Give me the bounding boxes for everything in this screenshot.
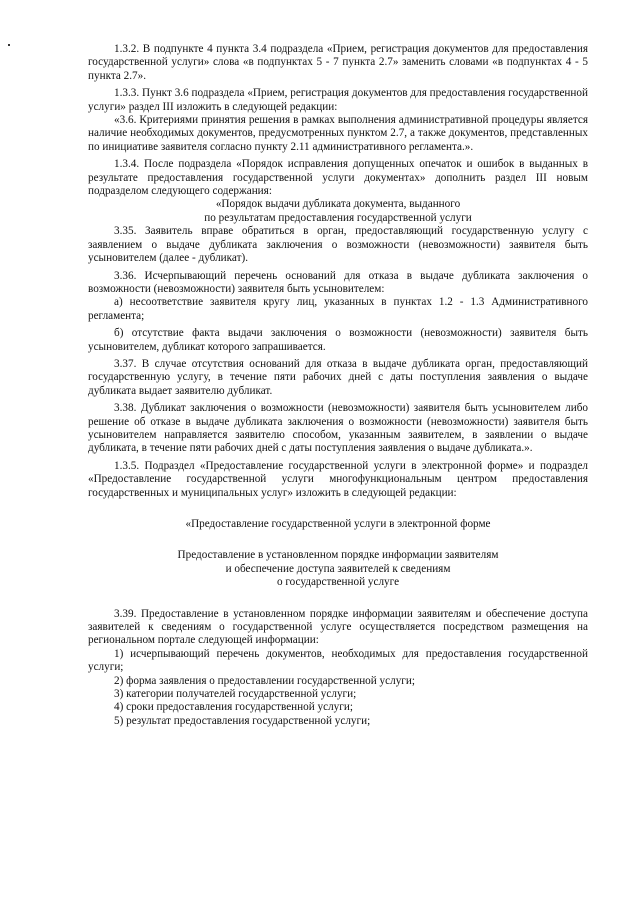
paragraph-3-38: 3.38. Дубликат заключения о возможности (невозможности) заявителя быть усыновителем либо решение об отказе в выдаче дубликата заключения о возможности (невозможности) заявителя быть усыновителем направляется заявителю способом, указанным заявителем, в заявлении о выдаче дубликата, в течение пяти рабочих дней с даты поступления заявления о выдаче дубликата.». bbox=[88, 402, 588, 455]
paragraph-3-35: 3.35. Заявитель вправе обратиться в орган, предоставляющий государственную услугу с заявлением о выдаче дубликата заключения о возможности (невозможности) заявителя быть усыновителем (далее - дубликат). bbox=[88, 225, 588, 265]
paragraph-1-3-4: 1.3.4. После подраздела «Порядок исправления допущенных опечаток и ошибок в выданных в результате предоставления государственной услуги документах» дополнить раздел III новым подразделом следующего содержания: bbox=[88, 158, 588, 198]
paragraph-3-39: 3.39. Предоставление в установленном порядке информации заявителям и обеспечение доступа заявителей к сведениям о государственной услуге осуществляется посредством размещения на региональном портале следующей информации: bbox=[88, 607, 588, 647]
paragraph-3-6: «3.6. Критериями принятия решения в рамках выполнения административной процедуры является наличие необходимых документов, предусмотренных пунктом 2.7, а также документов, представленных по инициативе заявителя согласно пункту 2.11 административного регламента.». bbox=[88, 114, 588, 153]
list-item-b: б) отсутствие факта выдачи заключения о возможности (невозможности) заявителя быть усыновителем, дубликат которого запрашивается. bbox=[88, 327, 588, 353]
document-page bbox=[88, 43, 588, 728]
subsection-heading-info-1: Предоставление в установленном порядке информации заявителям bbox=[177, 549, 499, 562]
list-item-1: 1) исчерпывающий перечень документов, необходимых для предоставления государственной услуги; bbox=[88, 647, 588, 674]
paragraph-1-3-3: 1.3.3. Пункт 3.6 подраздела «Прием, регистрация документов для предоставления государственной услуги» раздел III изложить в следующей редакции: bbox=[88, 87, 588, 113]
list-item-a: а) несоответствие заявителя кругу лиц, указанных в пунктах 1.2 - 1.3 Административного регламента; bbox=[88, 296, 588, 322]
list-item-3: 3) категории получателей государственной услуги; bbox=[114, 688, 357, 701]
subsection-heading-duplicate-1: «Порядок выдачи дубликата документа, выданного bbox=[215, 198, 461, 211]
scan-speck bbox=[8, 44, 10, 46]
list-item-4: 4) сроки предоставления государственной услуги; bbox=[114, 701, 353, 714]
subsection-heading-duplicate-2: по результатам предоставления государственной услуги bbox=[204, 211, 472, 224]
paragraph-1-3-2: 1.3.2. В подпункте 4 пункта 3.4 подраздела «Прием, регистрация документов для предоставления государственной услуги» слова «в подпунктах 5 - 7 пункта 2.7» заменить словами «в подпунктах 4 - 5 пункта 2.7». bbox=[88, 43, 588, 82]
subsection-heading-info-3: о государственной услуге bbox=[276, 576, 400, 589]
subsection-heading-info-2: и обеспечение доступа заявителей к сведениям bbox=[225, 562, 451, 575]
paragraph-3-36: 3.36. Исчерпывающий перечень оснований для отказа в выдаче дубликата заключения о возможности (невозможности) заявителя быть усыновителем: bbox=[88, 269, 588, 295]
paragraph-3-37: 3.37. В случае отсутствия оснований для отказа в выдаче дубликата орган, предоставляющий государственную услугу, в течение пяти рабочих дней с даты поступления заявления о выдаче дубликата выдает заявителю дубликат. bbox=[88, 357, 588, 397]
paragraph-1-3-5: 1.3.5. Подраздел «Предоставление государственной услуги в электронной форме» и подраздел «Предоставление государственной услуги многофункциональным центром предоставления государственных и муниципальных услуг» изложить в следующей редакции: bbox=[88, 459, 588, 499]
list-item-2: 2) форма заявления о предоставлении государственной услуги; bbox=[114, 674, 415, 687]
list-item-5: 5) результат предоставления государственной услуги; bbox=[114, 714, 371, 727]
subsection-heading-electronic: «Предоставление государственной услуги в электронной форме bbox=[185, 518, 491, 530]
